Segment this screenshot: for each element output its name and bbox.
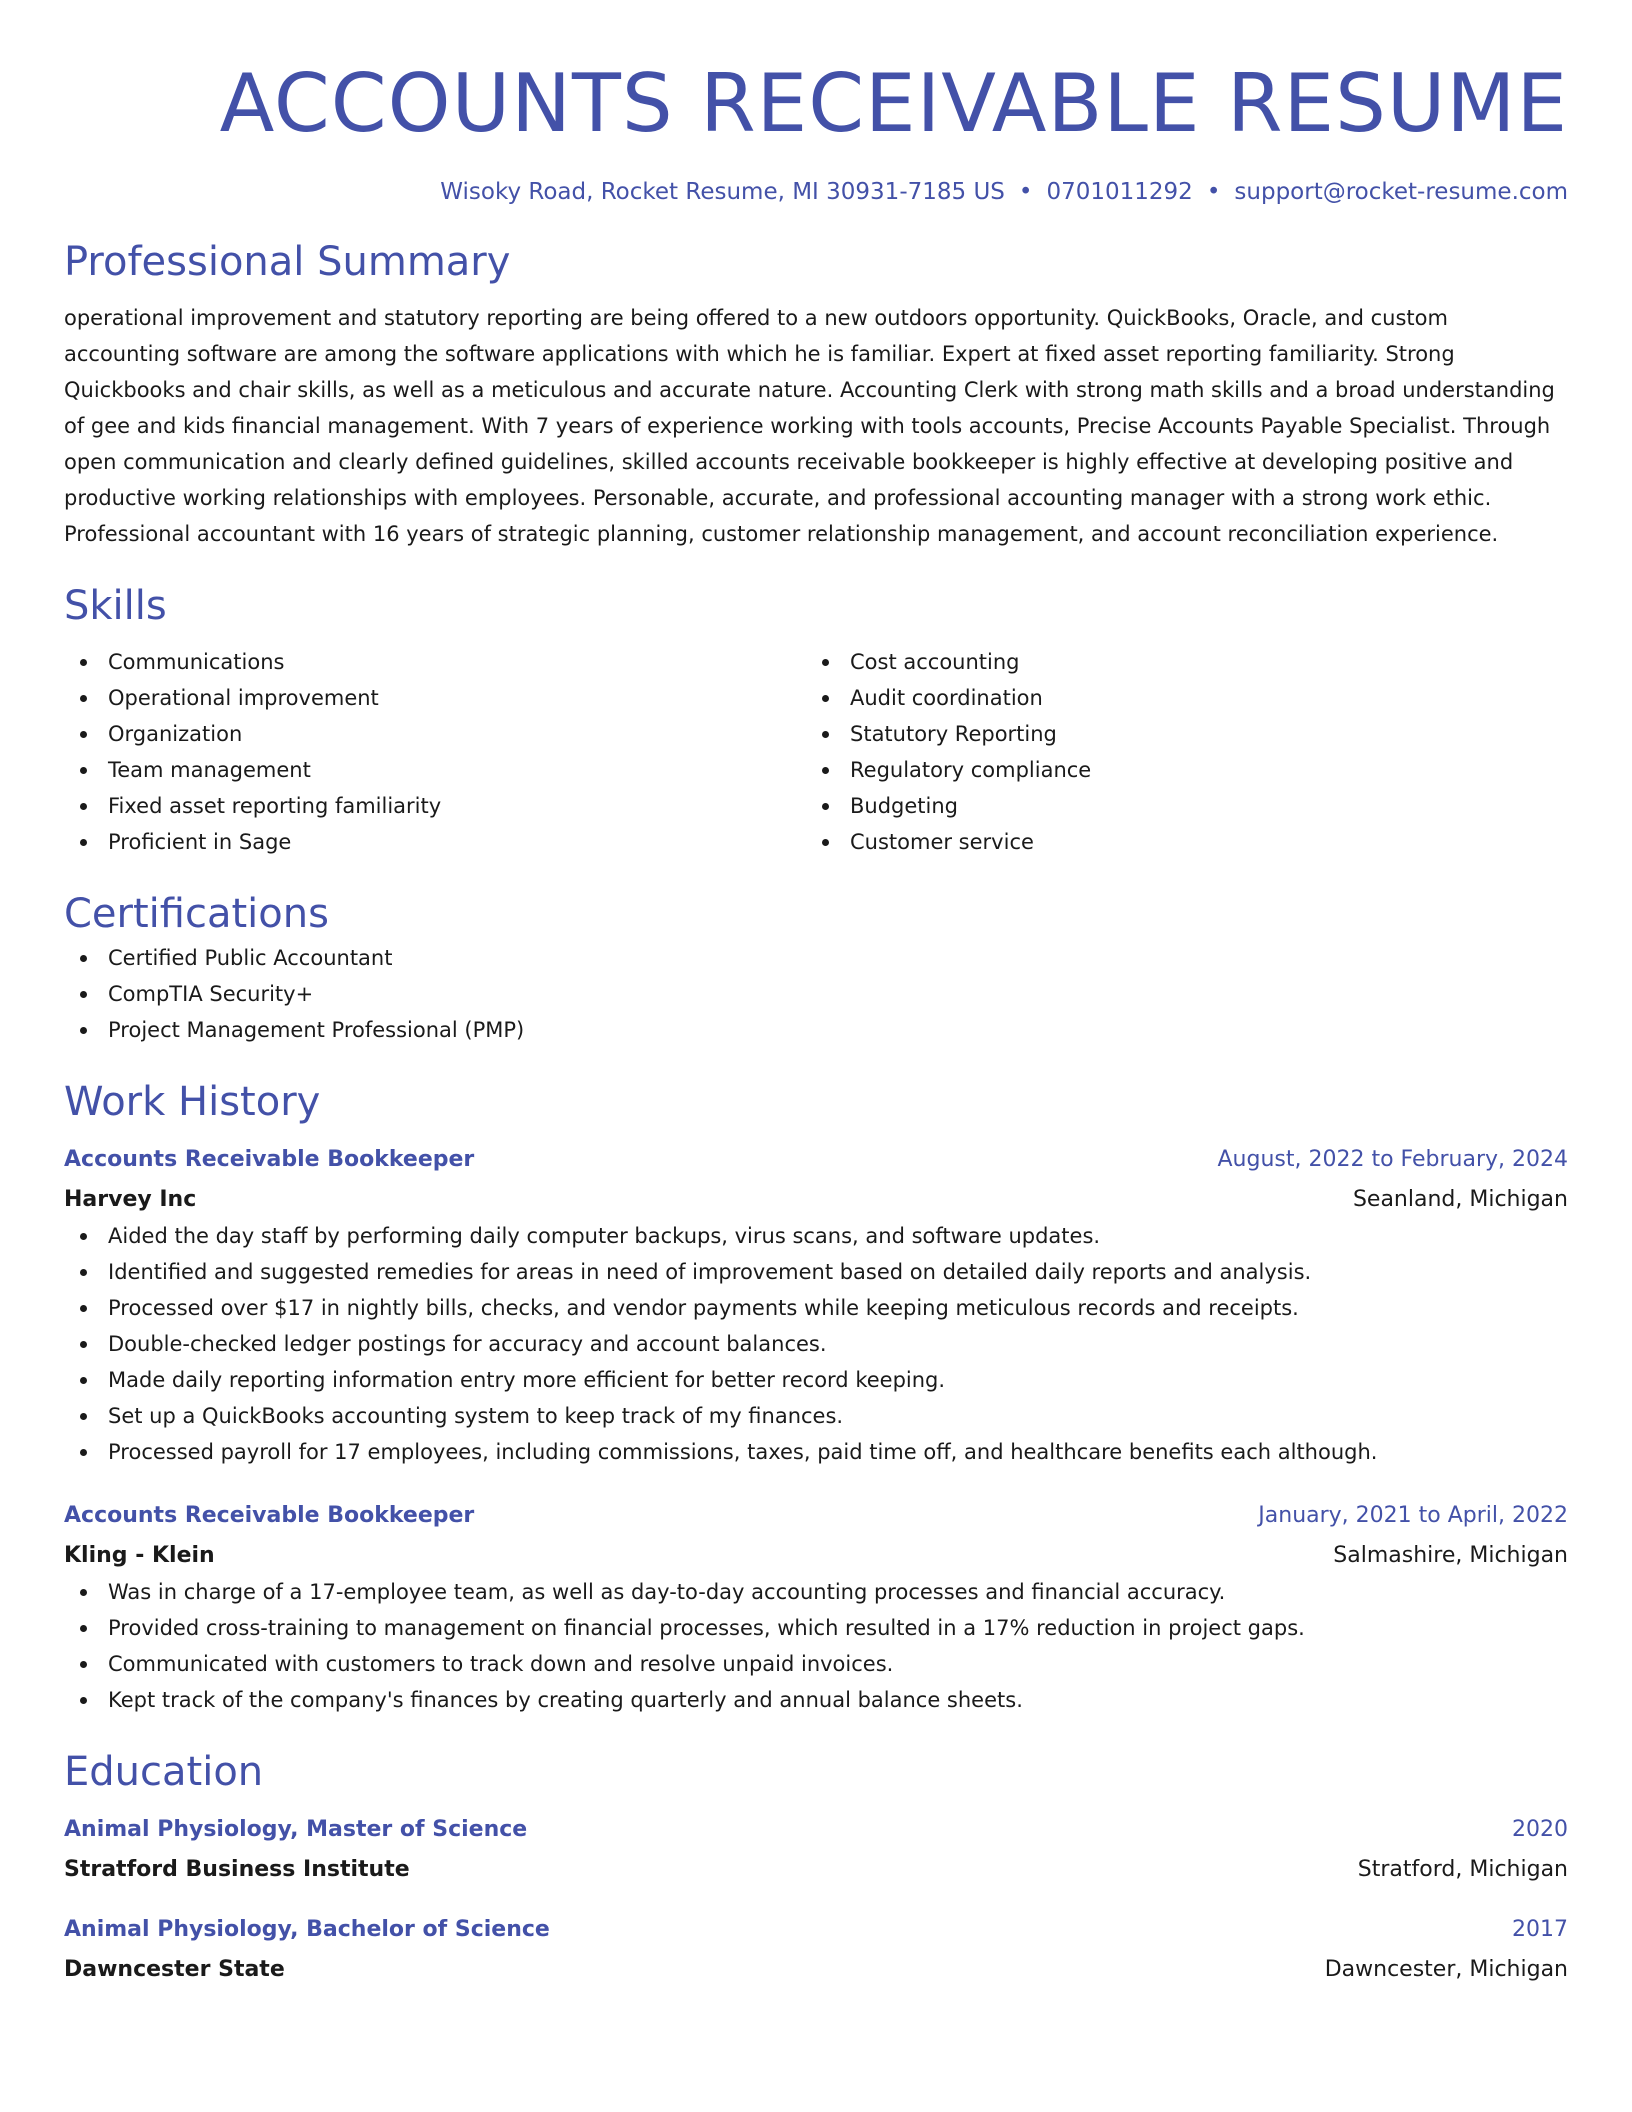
job-bullet: Processed payroll for 17 employees, including commissions, taxes, paid time off, and healthcare benefits each although. (64, 1434, 1568, 1470)
work-history-heading: Work History (64, 1079, 321, 1125)
job-bullet: Made daily reporting information entry more efficient for better record keeping. (64, 1362, 1568, 1398)
skill-item: Budgeting (806, 788, 1548, 824)
education-school: Stratford Business Institute (64, 1857, 410, 1882)
skill-item: Audit coordination (806, 680, 1548, 716)
job-dates: January, 2021 to April, 2022 (1258, 1503, 1568, 1528)
summary-text: operational improvement and statutory reporting are being offered to a new outdoors opportunity. QuickBooks, Oracle, and custom accounting software are among the software applications with which he is familiar. Expert at fixed asset reporting familiarity. Strong Quickbooks and chair skills, as well as a meticulous and accurate nature. Accounting Clerk with strong math skills and a broad understanding of gee and kids financial management. With 7 years of experience working with tools accounts, Precise Accounts Payable Specialist. Through open communication and clearly defined guidelines, skilled accounts receivable bookkeeper is highly effective at developing positive and productive working relationships with employees. Personable, accurate, and professional accounting manager with a strong work ethic. Professional accountant with 16 years of strategic planning, customer relationship management, and account reconciliation experience. (64, 306, 1555, 546)
job-bullet: Double-checked ledger postings for accuracy and account balances. (64, 1326, 1568, 1362)
resume-header (64, 0, 1568, 208)
certification-item: Project Management Professional (PMP) (64, 1012, 1568, 1048)
contact-line (64, 176, 1568, 208)
summary-heading: Professional Summary (64, 239, 511, 285)
skill-item: Statutory Reporting (806, 716, 1548, 752)
contact-separator: • (1018, 179, 1033, 205)
education-heading: Education (64, 1749, 264, 1795)
certifications-list (64, 940, 1568, 1048)
education-location: Stratford, Michigan (1357, 1857, 1568, 1882)
job-company: Harvey Inc (64, 1187, 197, 1212)
certification-item: CompTIA Security+ (64, 976, 1568, 1012)
job-bullet: Set up a QuickBooks accounting system to keep track of my finances. (64, 1398, 1568, 1434)
job-bullet: Identified and suggested remedies for areas in need of improvement based on detailed daily reports and analysis. (64, 1254, 1568, 1290)
job-entry (64, 1498, 1568, 1718)
skills-column-right (806, 644, 1548, 860)
education-location: Dawncester, Michigan (1324, 1957, 1568, 1982)
skill-item: Regulatory compliance (806, 752, 1548, 788)
contact-separator: • (1206, 179, 1221, 205)
skill-item: Communications (64, 644, 806, 680)
skill-item: Cost accounting (806, 644, 1548, 680)
job-bullet: Was in charge of a 17-employee team, as well as day-to-day accounting processes and financial accuracy. (64, 1574, 1568, 1610)
skills-heading: Skills (64, 583, 167, 629)
education-degree: Animal Physiology, Master of Science (64, 1817, 528, 1842)
job-dates: August, 2022 to February, 2024 (1217, 1147, 1568, 1172)
job-bullet: Kept track of the company's finances by creating quarterly and annual balance sheets. (64, 1682, 1568, 1718)
job-location: Seanland, Michigan (1352, 1187, 1568, 1212)
certification-item: Certified Public Accountant (64, 940, 1568, 976)
contact-address: Wisoky Road, Rocket Resume, MI 30931-7185 US (440, 179, 1005, 205)
skill-item: Organization (64, 716, 806, 752)
job-responsibilities (64, 1218, 1568, 1470)
skills-list (64, 644, 1568, 860)
job-bullet: Provided cross-training to management on financial processes, which resulted in a 17% reduction in project gaps. (64, 1610, 1568, 1646)
skill-item: Fixed asset reporting familiarity (64, 788, 806, 824)
job-location: Salmashire, Michigan (1333, 1543, 1568, 1568)
contact-email[interactable]: support@rocket-resume.com (1234, 179, 1568, 205)
job-responsibilities (64, 1574, 1568, 1718)
education-year: 2020 (1512, 1817, 1568, 1842)
skill-item: Proficient in Sage (64, 824, 806, 860)
job-title: Accounts Receivable Bookkeeper (64, 1503, 475, 1528)
education-entry (64, 1812, 1568, 1888)
education-entry (64, 1912, 1568, 1988)
job-company: Kling - Klein (64, 1543, 215, 1568)
job-entry (64, 1142, 1568, 1470)
skill-item: Team management (64, 752, 806, 788)
job-bullet: Aided the day staff by performing daily computer backups, virus scans, and software updates. (64, 1218, 1568, 1254)
skill-item: Operational improvement (64, 680, 806, 716)
job-title: Accounts Receivable Bookkeeper (64, 1147, 475, 1172)
education-school: Dawncester State (64, 1957, 285, 1982)
certifications-heading: Certifications (64, 891, 329, 937)
education-year: 2017 (1512, 1917, 1568, 1942)
contact-phone: 0701011292 (1046, 179, 1193, 205)
skill-item: Customer service (806, 824, 1548, 860)
job-bullet: Communicated with customers to track down and resolve unpaid invoices. (64, 1646, 1568, 1682)
skills-column-left (64, 644, 806, 860)
job-bullet: Processed over $17 in nightly bills, checks, and vendor payments while keeping meticulous records and receipts. (64, 1290, 1568, 1326)
education-degree: Animal Physiology, Bachelor of Science (64, 1917, 550, 1942)
resume-title: ACCOUNTS RECEIVABLE RESUME (219, 57, 1568, 150)
